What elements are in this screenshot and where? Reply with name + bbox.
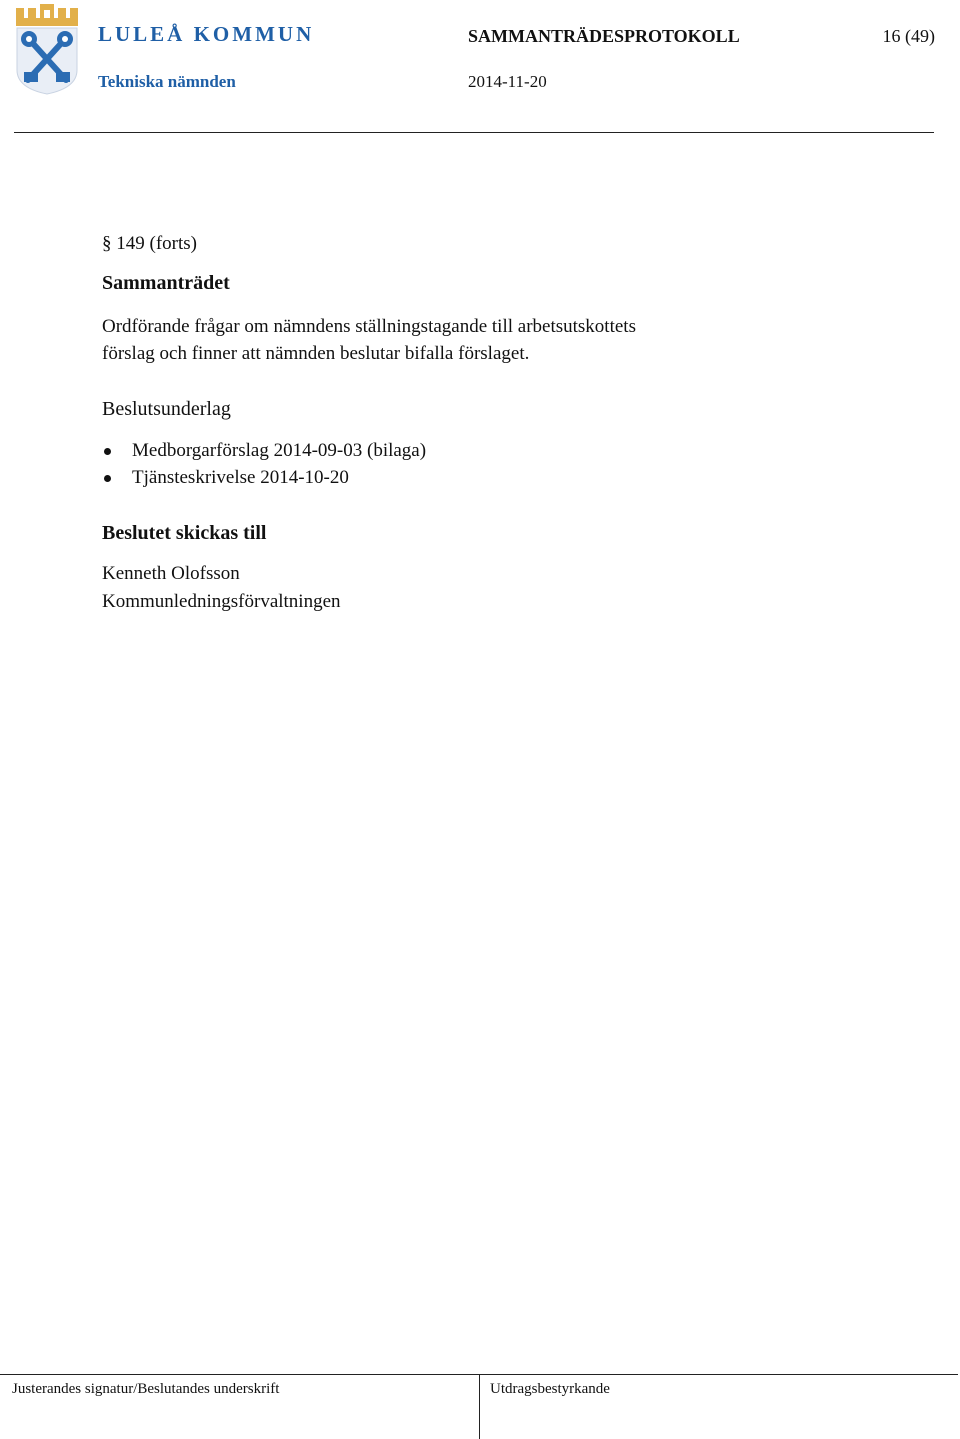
meeting-heading: Sammanträdet xyxy=(102,272,230,294)
page-number: 16 (49) xyxy=(882,26,935,46)
basis-heading: Beslutsunderlag xyxy=(102,398,231,420)
basis-item-label: Medborgarförslag 2014-09-03 (bilaga) xyxy=(132,440,427,461)
basis-item-label: Tjänsteskrivelse 2014-10-20 xyxy=(132,467,349,488)
footer-column-divider xyxy=(479,1374,480,1439)
signature-label: Justerandes signatur/Beslutandes underskrift xyxy=(12,1381,280,1397)
meeting-date: 2014-11-20 xyxy=(468,72,547,91)
certification-label: Utdragsbestyrkande xyxy=(490,1381,610,1397)
bullet-icon xyxy=(104,475,111,482)
recipients-list xyxy=(102,560,341,616)
basis-list xyxy=(102,437,426,491)
bullet-icon xyxy=(104,448,111,455)
meeting-text xyxy=(102,313,802,367)
protocol-title: SAMMANTRÄDESPROTOKOLL xyxy=(468,26,740,46)
organization-name: LULEÅ KOMMUN xyxy=(98,22,315,46)
list-item xyxy=(102,437,426,464)
meeting-line: förslag och finner att nämnden beslutar bifalla förslaget. xyxy=(102,343,530,364)
paragraph-heading: § 149 (forts) xyxy=(102,233,197,254)
meeting-line: Ordförande frågar om nämndens ställningstagande till arbetsutskottets xyxy=(102,316,636,337)
lulea-coat-of-arms-icon xyxy=(14,4,80,96)
recipient: Kenneth Olofsson xyxy=(102,563,240,584)
committee-name: Tekniska nämnden xyxy=(98,72,236,91)
sent-to-heading: Beslutet skickas till xyxy=(102,522,267,544)
recipient: Kommunledningsförvaltningen xyxy=(102,591,341,612)
header-divider xyxy=(14,132,934,133)
list-item xyxy=(102,464,426,491)
